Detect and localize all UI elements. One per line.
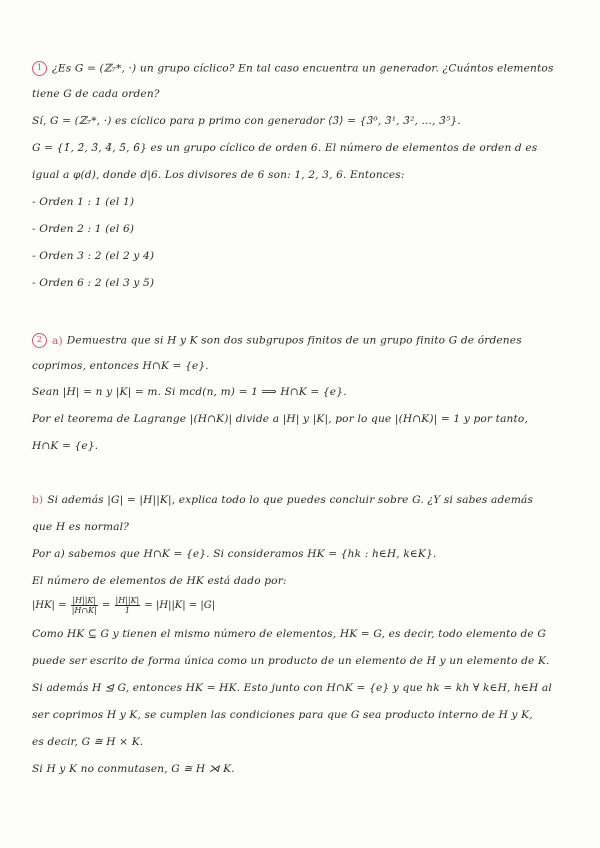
exercise-1-question-line-2: tiene G de cada orden? xyxy=(32,88,160,100)
exercise-2a-solution-line-1: Sean |H| = n y |K| = m. Si mcd(n, m) = 1 ⟹ H∩K = {e}. xyxy=(32,386,347,398)
exercise-1-answer-line-2: G = {1̄, 2̄, 3̄, 4̄, 5̄, 6̄} es un grupo cíclico de orden 6. El número de elementos de orden d es xyxy=(32,142,538,154)
exercise-1-answer-line-3: igual a φ(d), donde d|6. Los divisores de 6 son: 1, 2, 3, 6. Entonces: xyxy=(32,169,405,181)
exercise-2b-solution-line-5: Si además H ⊴ G, entonces HK = HK. Esto junto con H∩K = {e} y que hk = kh ∀ k∈H, h∈H al xyxy=(32,682,552,694)
exercise-2b-solution-line-8: Si H y K no conmutasen, G ≅ H ⋊ K. xyxy=(32,763,235,775)
exercise-2b-solution-line-7: es decir, G ≅ H × K. xyxy=(32,736,144,748)
exercise-2b-solution-line-3: Como HK ⊆ G y tienen el mismo número de elementos, HK = G, es decir, todo elemento de G xyxy=(32,628,546,640)
hk-order-equation: |HK| = $\frac{|H||K|}{|H\cap K|}$ = $\frac{|H||K|}{1}$ = |H||K| = |G| xyxy=(32,596,216,615)
order-1-item: - Orden 1 : 1 (el 1) xyxy=(32,196,135,208)
fraction-1: $\frac{|H||K|}{|H\cap K|}$ xyxy=(71,596,97,615)
exercise-2b-question-line-1: b) Si además |G| = |H||K|, explica todo lo que puedes concluir sobre G. ¿Y si sabes además xyxy=(32,494,534,506)
fraction-2: $\frac{|H||K|}{1}$ xyxy=(115,596,140,615)
order-2-item: - Orden 2 : 1 (el 6) xyxy=(32,223,135,235)
exercise-2b-solution-line-4: puede ser escrito de forma única como un producto de un elemento de H y un elemento de K. xyxy=(32,655,550,667)
exercise-1-answer-line-1: Sí, G = (ℤ₇*, ·) es cíclico para p primo con generador ⟨3̄⟩ = {3̄⁰, 3̄¹, 3̄², ..., 3̄⁵}. xyxy=(32,115,461,127)
exercise-1-number-badge: 1 xyxy=(32,61,47,76)
exercise-2b-question-line-2: que H es normal? xyxy=(32,521,130,533)
exercise-2b-solution-line-2: El número de elementos de HK está dado por: xyxy=(32,575,287,587)
exercise-2a-solution-line-2: Por el teorema de Lagrange |(H∩K)| divide a |H| y |K|, por lo que |(H∩K)| = 1 y por tanto, xyxy=(32,413,528,425)
part-b-label: b) xyxy=(32,494,44,506)
exercise-1-question-line-1: 1 ¿Es G = (ℤ₇*, ·) un grupo cíclico? En tal caso encuentra un generador. ¿Cuántos elementos xyxy=(32,61,572,76)
exercise-2b-solution-line-6: ser coprimos H y K, se cumplen las condiciones para que G sea producto interno de H y K, xyxy=(32,709,533,721)
part-a-label: a) xyxy=(52,334,63,347)
exercise-2a-solution-line-3: H∩K = {e}. xyxy=(32,440,99,452)
exercise-2-number-badge: 2 xyxy=(32,333,47,348)
order-3-item: - Orden 3 : 2 (el 2 y 4) xyxy=(32,250,155,262)
exercise-2a-question-line-1: 2 a) Demuestra que si H y K son dos subgrupos finitos de un grupo finito G de órdenes xyxy=(32,333,572,348)
exercise-2a-question-line-2: coprimos, entonces H∩K = {e}. xyxy=(32,360,209,372)
exercise-2b-solution-line-1: Por a) sabemos que H∩K = {e}. Si consideramos HK = {hk : h∈H, k∈K}. xyxy=(32,548,437,560)
order-6-item: - Orden 6 : 2 (el 3 y 5) xyxy=(32,277,155,289)
